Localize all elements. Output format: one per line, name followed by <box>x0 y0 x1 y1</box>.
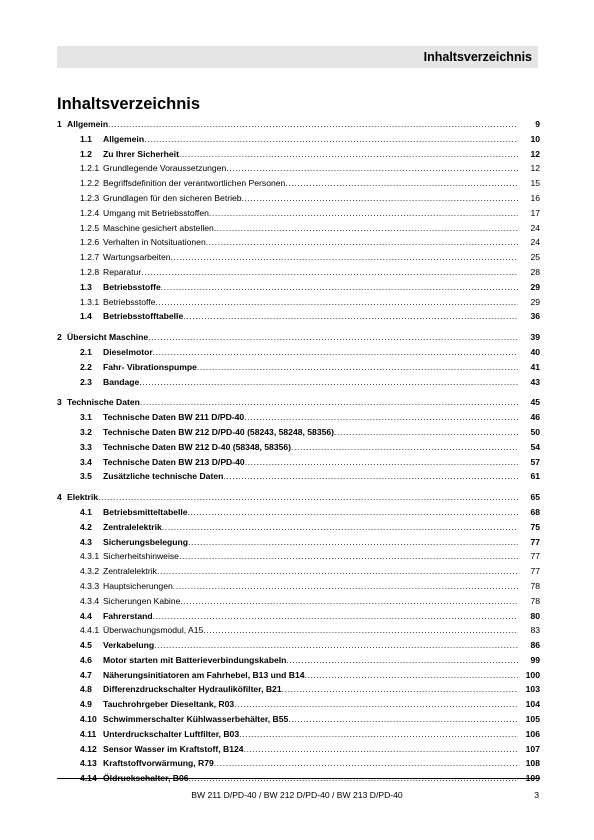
toc-entry-page: 86 <box>530 640 540 651</box>
toc-entry[interactable] <box>57 345 540 360</box>
toc-entry[interactable] <box>57 117 540 132</box>
toc-entry-leader <box>103 535 518 550</box>
toc-entry-leader <box>103 549 518 564</box>
toc-entry-number: 4.1 <box>80 506 92 517</box>
toc-entry-leader <box>103 410 518 425</box>
toc-entry-number: 1.3 <box>80 281 92 292</box>
toc-entry-number: 1.4 <box>80 311 92 322</box>
toc-entry-leader <box>103 309 518 324</box>
toc-entry[interactable] <box>57 742 540 757</box>
toc-entry-title: Maschine gesichert abstellen <box>103 222 214 233</box>
toc-entry-title: Sicherungen Kabine <box>103 595 181 606</box>
toc-entry-number: 1.3.1 <box>80 296 100 307</box>
toc-entry-page: 77 <box>530 566 540 577</box>
toc-entry[interactable] <box>57 161 540 176</box>
toc-entry-number: 1.2.6 <box>80 237 100 248</box>
toc-entry[interactable] <box>57 682 540 697</box>
toc-entry[interactable] <box>57 490 540 505</box>
toc-entry-page: 104 <box>525 699 540 710</box>
toc-entry-page: 57 <box>530 456 540 467</box>
toc-entry-number: 3.5 <box>80 471 92 482</box>
toc-entry-page: 80 <box>530 610 540 621</box>
toc-entry-title: Schwimmerschalter Kühlwasserbehälter, B55 <box>103 714 289 725</box>
toc-entry-leader <box>103 638 518 653</box>
toc-entry-number: 4 <box>57 492 62 503</box>
toc-entry-title: Elektrik <box>67 492 99 503</box>
toc-entry-page: 40 <box>530 346 540 357</box>
toc-entry-title: Grundlagen für den sicheren Betrieb <box>103 192 242 203</box>
toc-entry-leader <box>103 697 518 712</box>
footer-divider <box>57 778 540 779</box>
toc-entry-number: 1 <box>57 119 62 129</box>
toc-entry-title: Sensor Wasser im Kraftstoff, B124 <box>103 743 244 754</box>
toc-entry[interactable] <box>57 176 540 191</box>
toc-entry-page: 107 <box>525 743 540 754</box>
toc-entry-page: 46 <box>530 412 540 423</box>
toc-entry[interactable] <box>57 132 540 147</box>
toc-entry[interactable] <box>57 455 540 470</box>
toc-entry[interactable] <box>57 395 540 410</box>
toc-entry-leader <box>103 520 518 535</box>
toc-entry-title: Zentralelektrik <box>103 566 157 577</box>
toc-entry-leader <box>103 623 518 638</box>
toc-entry-title: Öldruckschalter, B06 <box>103 773 189 784</box>
toc-entry-page: 29 <box>530 281 540 292</box>
toc-entry-leader <box>103 206 518 221</box>
toc-entry-leader <box>103 235 518 250</box>
toc-entry-page: 68 <box>530 506 540 517</box>
toc-entry-leader <box>103 440 518 455</box>
toc-entry[interactable] <box>57 191 540 206</box>
toc-entry-number: 1.2 <box>80 148 92 159</box>
toc-entry-title: Zentralelektrik <box>103 521 162 532</box>
toc-entry-number: 4.8 <box>80 684 92 695</box>
toc-entry-page: 24 <box>530 237 540 248</box>
toc-entry-page: 24 <box>530 222 540 233</box>
toc-entry[interactable] <box>57 410 540 425</box>
toc-entry-page: 78 <box>530 595 540 606</box>
toc-entry-page: 83 <box>530 625 540 636</box>
toc-entry-title: Technische Daten BW 213 D/PD-40 <box>103 456 245 467</box>
toc-entry-page: 99 <box>530 654 540 665</box>
toc-entry-leader <box>103 564 518 579</box>
toc-entry-title: Motor starten mit Batterieverbindungskabeln <box>103 654 287 665</box>
toc-entry-title: Übersicht Maschine <box>67 332 149 343</box>
toc-entry-title: Dieselmotor <box>103 346 153 357</box>
toc-entry[interactable] <box>57 440 540 455</box>
header-title: Inhaltsverzeichnis <box>423 50 532 64</box>
page-title: Inhaltsverzeichnis <box>57 95 201 113</box>
toc-entry-page: 43 <box>530 376 540 387</box>
toc-entry-page: 61 <box>530 471 540 482</box>
toc-entry[interactable] <box>57 594 540 609</box>
toc-entry-leader <box>103 147 518 162</box>
toc-entry[interactable] <box>57 638 540 653</box>
toc-entry[interactable] <box>57 265 540 280</box>
toc-entry-title: Verhalten in Notsituationen <box>103 237 206 248</box>
toc-entry-number: 2.2 <box>80 361 92 372</box>
toc-entry[interactable] <box>57 623 540 638</box>
toc-entry-number: 3.3 <box>80 441 92 452</box>
toc-entry-number: 4.7 <box>80 669 92 680</box>
toc-entry[interactable] <box>57 295 540 310</box>
toc-entry[interactable] <box>57 535 540 550</box>
toc-entry-number: 4.2 <box>80 521 92 532</box>
toc-entry-leader <box>103 594 518 609</box>
toc-entry-title: Sicherheitshinweise <box>103 551 179 562</box>
toc-entry-leader <box>103 295 518 310</box>
toc-entry-number: 3 <box>57 397 62 408</box>
toc-entry-leader <box>103 265 518 280</box>
footer-page-number: 3 <box>534 790 539 800</box>
toc-entry-title: Wartungsarbeiten <box>103 252 171 263</box>
toc-entry-number: 3.1 <box>80 412 92 423</box>
toc-entry-page: 9 <box>535 119 540 129</box>
toc-entry[interactable] <box>57 697 540 712</box>
toc-entry-title: Technische Daten BW 212 D/PD-40 (58243, 58248, 58356) <box>103 426 335 437</box>
toc-entry-title: Grundlegende Voraussetzungen <box>103 163 227 174</box>
toc-entry-number: 4.6 <box>80 654 92 665</box>
toc-entry-title: Begriffsdefinition der verantwortlichen Personen <box>103 178 286 189</box>
toc-entry[interactable] <box>57 330 540 345</box>
toc-entry-title: Kraftstoffvorwärmung, R79 <box>103 758 214 769</box>
toc-entry[interactable] <box>57 469 540 484</box>
toc-entry-leader <box>103 250 518 265</box>
toc-entry-page: 28 <box>530 266 540 277</box>
toc-entry-leader <box>67 330 518 345</box>
toc-entry[interactable] <box>57 360 540 375</box>
toc-entry-leader <box>103 375 518 390</box>
toc-entry-page: 10 <box>530 133 540 144</box>
toc-entry-leader <box>103 345 518 360</box>
toc-entry-page: 15 <box>530 178 540 189</box>
toc-entry-title: Näherungsinitiatoren am Fahrhebel, B13 und B14 <box>103 669 305 680</box>
toc-entry-page: 12 <box>530 163 540 174</box>
toc-entry-leader <box>67 117 518 132</box>
toc-entry-title: Allgemein <box>103 133 145 144</box>
toc-entry-title: Reparatur <box>103 266 142 277</box>
toc-entry-number: 1.2.7 <box>80 252 100 263</box>
toc-entry-leader <box>103 221 518 236</box>
toc-entry-page: 77 <box>530 551 540 562</box>
toc-entry-page: 12 <box>530 148 540 159</box>
toc-entry-leader <box>103 742 518 757</box>
toc-entry-page: 75 <box>530 521 540 532</box>
toc-entry-page: 50 <box>530 426 540 437</box>
toc-entry-number: 4.3.1 <box>80 551 100 562</box>
toc-entry-number: 2.1 <box>80 346 92 357</box>
toc-entry-leader <box>103 455 518 470</box>
toc-entry-leader <box>103 505 518 520</box>
toc-entry-title: Technische Daten BW 212 D-40 (58348, 58356) <box>103 441 292 452</box>
toc-entry-page: 54 <box>530 441 540 452</box>
toc-entry[interactable] <box>57 505 540 520</box>
toc-entry-leader <box>103 191 518 206</box>
toc-entry[interactable] <box>57 280 540 295</box>
toc-entry-title: Fahrerstand <box>103 610 153 621</box>
table-of-contents <box>57 117 540 786</box>
toc-entry-number: 1.2.5 <box>80 222 100 233</box>
toc-entry-title: Allgemein <box>67 119 109 129</box>
toc-entry[interactable] <box>57 756 540 771</box>
toc-entry-title: Umgang mit Betriebsstoffen <box>103 207 209 218</box>
toc-entry-leader <box>103 132 518 147</box>
toc-entry-page: 105 <box>525 714 540 725</box>
toc-entry-number: 1.2.2 <box>80 178 100 189</box>
toc-entry-leader <box>67 490 518 505</box>
toc-entry-title: Sicherungsbelegung <box>103 536 188 547</box>
toc-entry-title: Zu Ihrer Sicherheit <box>103 148 179 159</box>
toc-entry-number: 4.10 <box>80 714 97 725</box>
toc-entry[interactable] <box>57 309 540 324</box>
toc-entry-title: Betriebsstoffe <box>103 296 156 307</box>
toc-entry-leader <box>103 176 518 191</box>
toc-entry-title: Betriebsmitteltabelle <box>103 506 188 517</box>
toc-entry-leader <box>103 280 518 295</box>
toc-entry-number: 1.2.4 <box>80 207 100 218</box>
toc-entry-number: 1.2.8 <box>80 266 100 277</box>
toc-entry-number: 4.14 <box>80 773 97 784</box>
toc-entry-page: 16 <box>530 192 540 203</box>
toc-entry-page: 41 <box>530 361 540 372</box>
toc-entry-number: 4.5 <box>80 640 92 651</box>
toc-entry-leader <box>103 756 518 771</box>
toc-entry-title: Technische Daten <box>67 397 140 408</box>
toc-entry-number: 1.2.1 <box>80 163 100 174</box>
toc-entry-title: Fahr- Vibrationspumpe <box>103 361 197 372</box>
toc-entry[interactable] <box>57 206 540 221</box>
toc-entry-title: Bandage <box>103 376 140 387</box>
toc-entry-page: 78 <box>530 580 540 591</box>
toc-entry-page: 100 <box>525 669 540 680</box>
toc-entry-number: 2.3 <box>80 376 92 387</box>
toc-entry-leader <box>103 653 518 668</box>
toc-entry-page: 106 <box>525 728 540 739</box>
toc-entry[interactable] <box>57 375 540 390</box>
toc-entry-number: 2 <box>57 332 62 343</box>
toc-entry[interactable] <box>57 668 540 683</box>
toc-entry-page: 29 <box>530 296 540 307</box>
toc-entry-number: 4.9 <box>80 699 92 710</box>
toc-entry-title: Unterdruckschalter Luftfilter, B03 <box>103 728 240 739</box>
toc-entry-number: 4.3 <box>80 536 92 547</box>
toc-entry[interactable] <box>57 425 540 440</box>
toc-entry[interactable] <box>57 221 540 236</box>
toc-entry-number: 3.4 <box>80 456 92 467</box>
toc-entry-title: Überwachungsmodul, A15 <box>103 625 204 636</box>
toc-entry-number: 4.3.2 <box>80 566 100 577</box>
toc-entry-title: Verkabelung <box>103 640 155 651</box>
toc-entry-leader <box>103 579 518 594</box>
toc-entry-number: 1.2.3 <box>80 192 100 203</box>
toc-entry[interactable] <box>57 564 540 579</box>
toc-entry-number: 4.4 <box>80 610 92 621</box>
toc-entry-page: 103 <box>525 684 540 695</box>
toc-entry-page: 39 <box>530 332 540 343</box>
toc-entry-title: Tauchrohrgeber Dieseltank, R03 <box>103 699 235 710</box>
toc-entry-number: 4.3.3 <box>80 580 100 591</box>
toc-entry[interactable] <box>57 579 540 594</box>
toc-entry-leader <box>103 360 518 375</box>
toc-entry-leader <box>103 161 518 176</box>
toc-entry-leader <box>67 395 518 410</box>
toc-entry-number: 1.1 <box>80 133 92 144</box>
toc-entry-page: 109 <box>525 773 540 784</box>
toc-entry-leader <box>103 668 518 683</box>
toc-entry-number: 4.13 <box>80 758 97 769</box>
toc-entry-number: 4.3.4 <box>80 595 100 606</box>
toc-entry-page: 25 <box>530 252 540 263</box>
toc-entry[interactable] <box>57 712 540 727</box>
toc-entry[interactable] <box>57 147 540 162</box>
toc-entry-number: 4.4.1 <box>80 625 100 636</box>
toc-entry-page: 65 <box>530 492 540 503</box>
toc-entry-leader <box>103 712 518 727</box>
toc-entry[interactable] <box>57 609 540 624</box>
toc-entry-page: 45 <box>530 397 540 408</box>
toc-entry-title: Differenzdruckschalter Hydrauliköfilter, B21 <box>103 684 282 695</box>
header-bar <box>57 46 538 68</box>
toc-entry-title: Technische Daten BW 211 D/PD-40 <box>103 412 245 423</box>
toc-entry-page: 17 <box>530 207 540 218</box>
toc-entry[interactable] <box>57 727 540 742</box>
footer-models: BW 211 D/PD-40 / BW 212 D/PD-40 / BW 213 D/PD-40 <box>191 790 403 800</box>
toc-entry-leader <box>103 609 518 624</box>
toc-entry[interactable] <box>57 235 540 250</box>
toc-entry-title: Zusätzliche technische Daten <box>103 471 224 482</box>
toc-entry-page: 36 <box>530 311 540 322</box>
toc-entry-leader <box>103 727 518 742</box>
toc-entry[interactable] <box>57 250 540 265</box>
toc-entry-title: Betriebsstofftabelle <box>103 311 184 322</box>
toc-entry-page: 108 <box>525 758 540 769</box>
toc-entry-number: 4.12 <box>80 743 97 754</box>
toc-entry-title: Betriebsstoffe <box>103 281 161 292</box>
toc-entry[interactable] <box>57 653 540 668</box>
toc-entry-number: 4.11 <box>80 728 97 739</box>
toc-entry[interactable] <box>57 520 540 535</box>
toc-entry-leader <box>103 469 518 484</box>
toc-entry-number: 3.2 <box>80 426 92 437</box>
toc-entry-page: 77 <box>530 536 540 547</box>
toc-entry-title: Hauptsicherungen <box>103 580 173 591</box>
toc-entry-leader <box>103 682 518 697</box>
toc-entry[interactable] <box>57 549 540 564</box>
toc-entry-leader <box>103 425 518 440</box>
